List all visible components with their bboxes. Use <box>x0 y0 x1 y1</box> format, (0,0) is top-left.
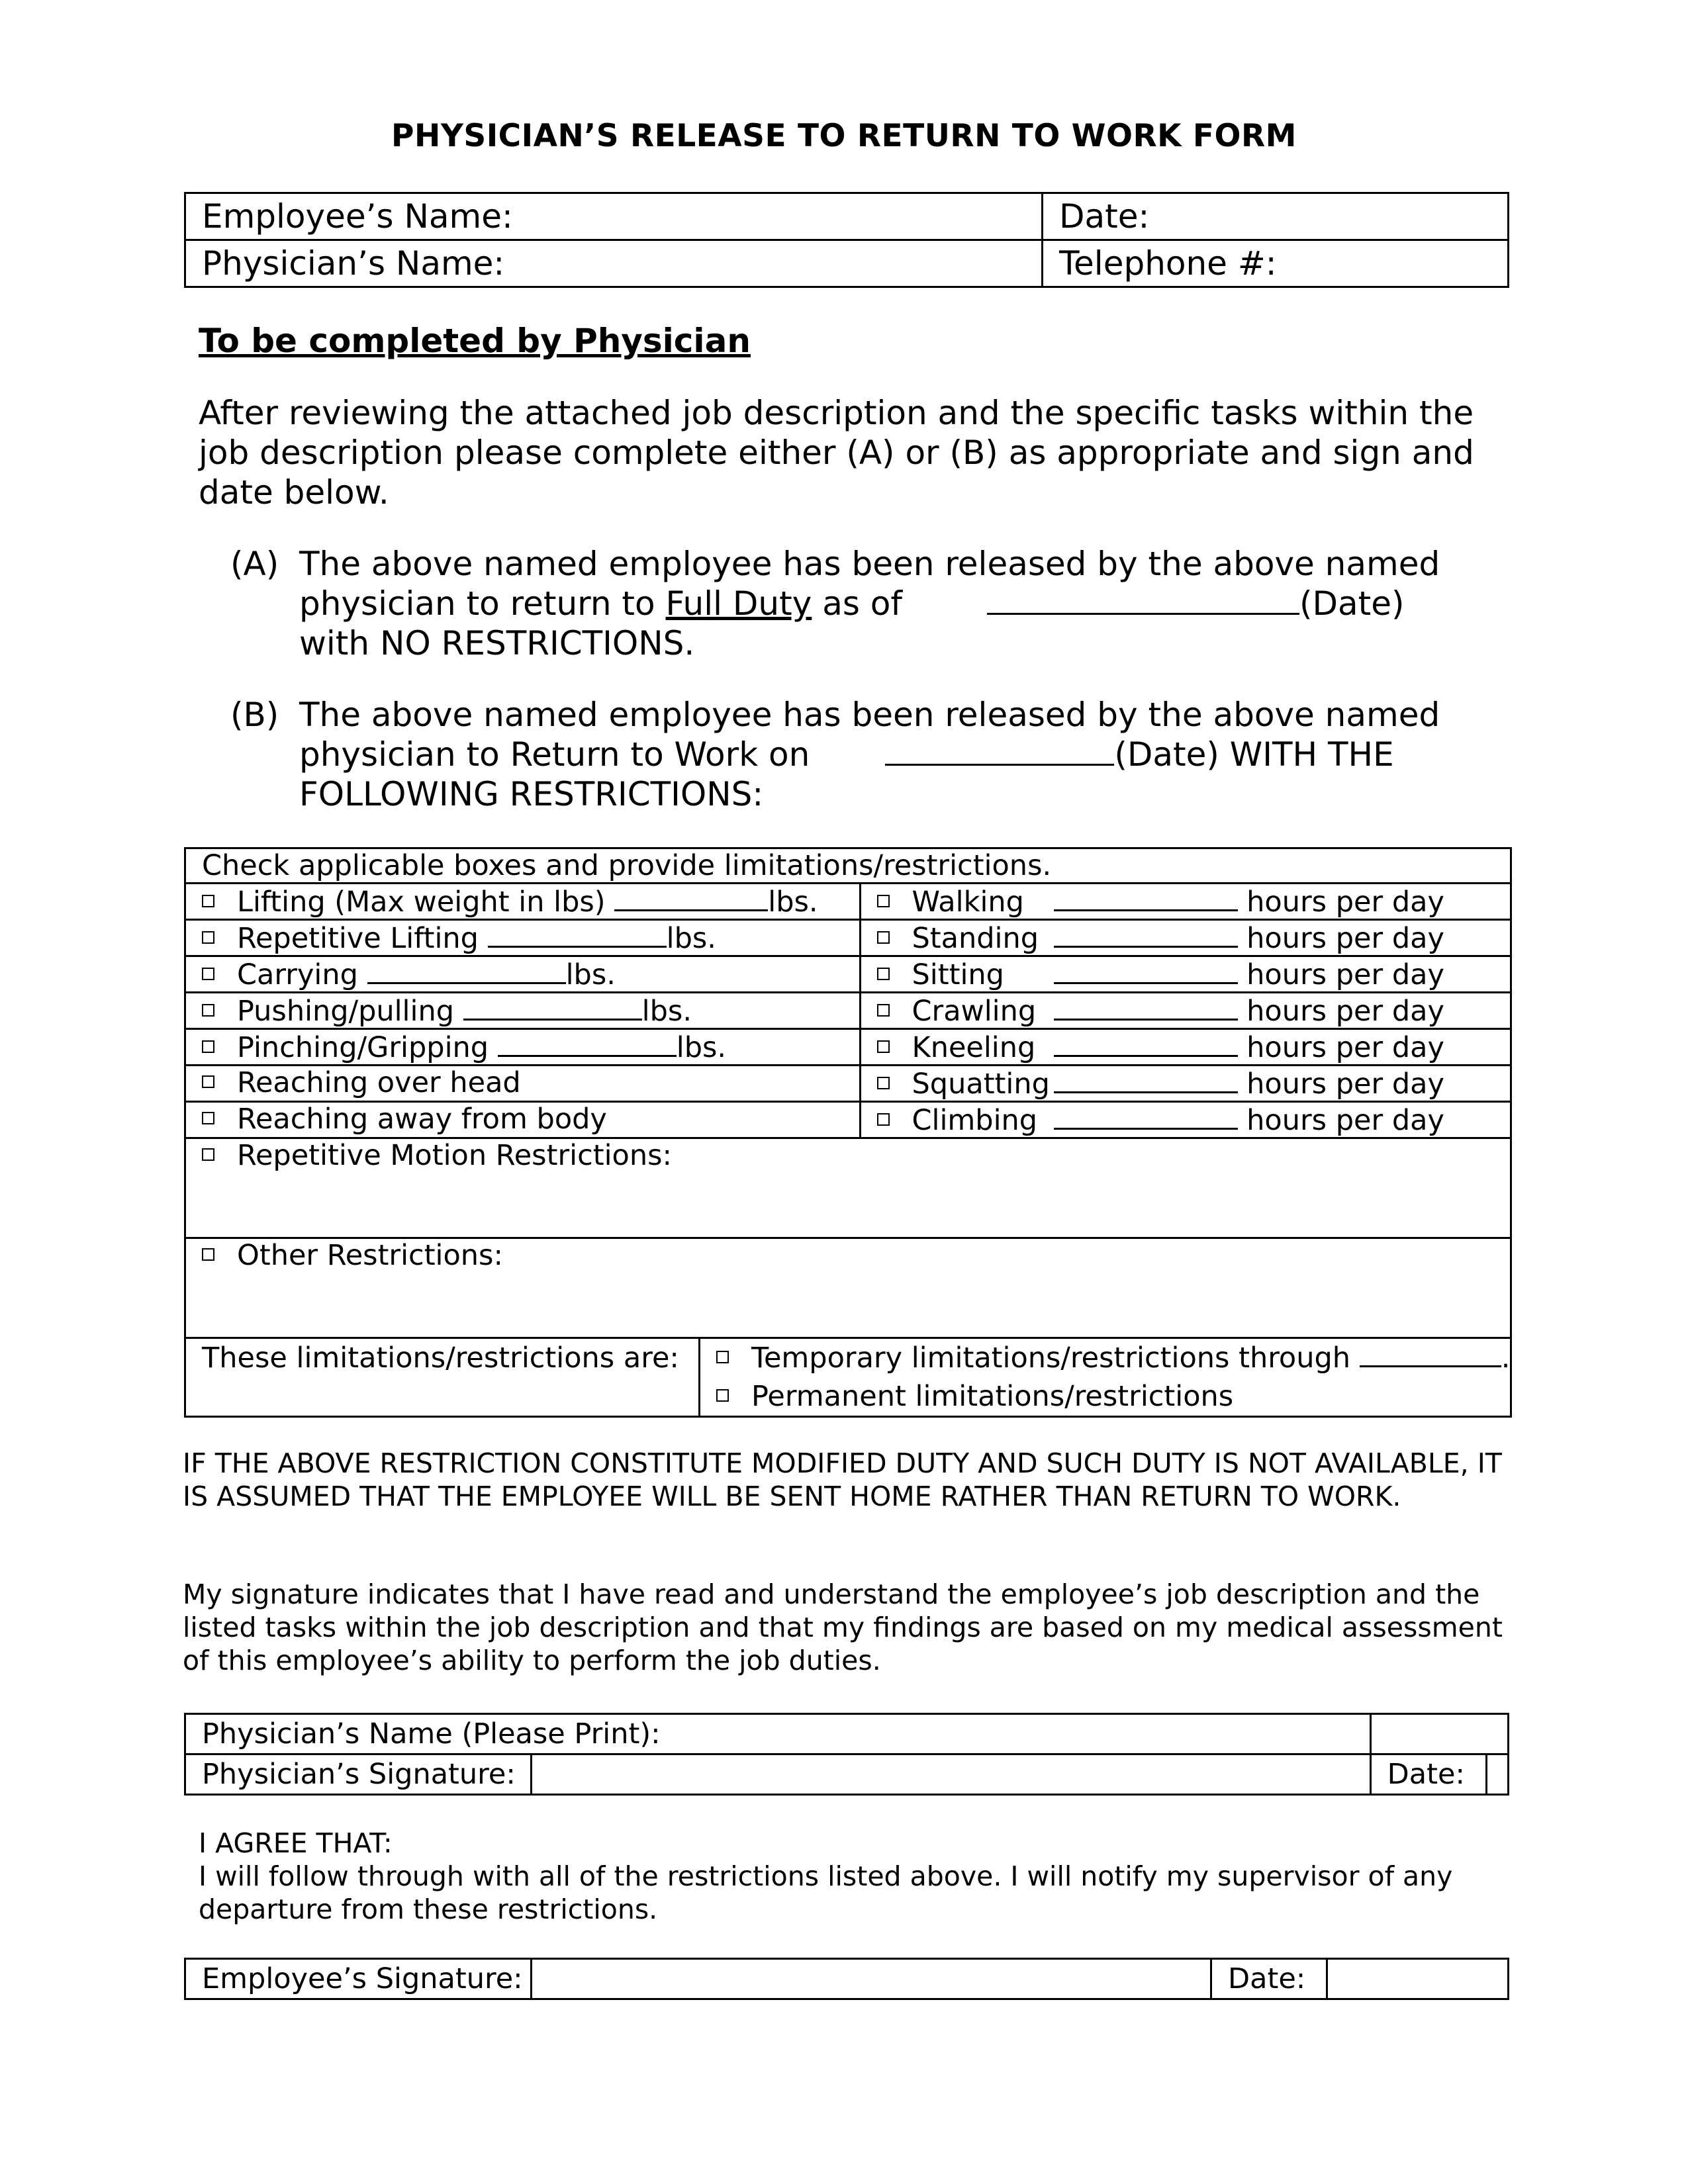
section-heading: To be completed by Physician <box>199 322 751 360</box>
checkbox-icon[interactable] <box>877 968 890 980</box>
option-a-text <box>299 544 1504 663</box>
permanent-option[interactable]: Permanent limitations/restrictions <box>716 1377 1510 1416</box>
employee-name-field[interactable] <box>185 193 1043 240</box>
physician-print-name-label: Physician’s Name (Please Print): <box>185 1714 1371 1754</box>
checkbox-icon[interactable] <box>716 1351 729 1363</box>
carrying-blank[interactable] <box>367 957 566 984</box>
restriction-lifting[interactable]: Lifting (Max weight in lbs) lbs. <box>185 884 861 920</box>
telephone-label: Telephone #: <box>1059 244 1277 283</box>
physician-print-name-field[interactable] <box>1370 1714 1508 1754</box>
duration-options <box>700 1338 1511 1417</box>
restriction-squatting[interactable]: Squatting hours per day <box>860 1066 1511 1102</box>
checkbox-icon[interactable] <box>202 1248 214 1261</box>
checkbox-icon[interactable] <box>877 1077 890 1089</box>
restriction-standing[interactable]: Standing hours per day <box>860 920 1511 956</box>
temporary-option[interactable]: Temporary limitations/restrictions through . <box>716 1339 1510 1377</box>
agreement-heading: I AGREE THAT: <box>199 1827 393 1859</box>
checkbox-icon[interactable] <box>202 1075 214 1088</box>
restriction-climbing[interactable]: Climbing hours per day <box>860 1102 1511 1138</box>
squatting-blank[interactable] <box>1054 1066 1238 1093</box>
restriction-carrying[interactable]: Carrying lbs. <box>185 956 861 993</box>
option-b-text <box>299 695 1504 814</box>
checkbox-icon[interactable] <box>877 1040 890 1053</box>
employee-date-label: Date: <box>1211 1959 1327 1999</box>
restriction-reaching-away[interactable]: Reaching away from body <box>185 1102 861 1138</box>
checkbox-icon[interactable] <box>877 895 890 907</box>
restriction-row <box>185 956 1511 993</box>
option-b-line2: physician to Return to Work on (Date) WITH THE <box>299 735 1394 774</box>
telephone-field[interactable] <box>1043 240 1509 287</box>
return-date-blank[interactable] <box>885 735 1114 766</box>
physician-date-label: Date: <box>1370 1754 1486 1795</box>
walking-blank[interactable] <box>1054 884 1238 911</box>
signature-statement: My signature indicates that I have read and understand the employee’s job description and the listed tasks within the job description and that my findings are based on my medical assessment of this employee’s ability to perform the job duties. <box>183 1578 1503 1676</box>
physician-signature-table <box>184 1713 1509 1796</box>
employee-signature-label: Employee’s Signature: <box>185 1959 532 1999</box>
option-b-line1: The above named employee has been released by the above named <box>299 696 1440 734</box>
agreement-text: I will follow through with all of the restrictions listed above. I will notify my supervisor of any departure from these restrictions. <box>199 1860 1453 1925</box>
restriction-pinching-gripping[interactable]: Pinching/Gripping lbs. <box>185 1029 861 1066</box>
full-duty-text: Full Duty <box>665 584 812 623</box>
physician-date-field[interactable] <box>1486 1754 1508 1795</box>
repetitive-motion-field[interactable]: Repetitive Motion Restrictions: <box>185 1138 1511 1238</box>
pushing-pulling-blank[interactable] <box>463 993 642 1021</box>
checkbox-icon[interactable] <box>202 895 214 907</box>
checkbox-icon[interactable] <box>202 1148 214 1161</box>
restriction-row <box>185 1029 1511 1066</box>
employee-info-table <box>184 192 1509 288</box>
intro-text: After reviewing the attached job description and the specific tasks within the job description please complete either (A) or (B) as appropriate and sign and date below. <box>199 394 1474 512</box>
climbing-blank[interactable] <box>1054 1103 1238 1130</box>
restriction-row <box>185 1066 1511 1102</box>
other-restrictions-field[interactable]: Other Restrictions: <box>185 1238 1511 1338</box>
employee-name-label: Employee’s Name: <box>202 197 513 236</box>
restriction-pushing-pulling[interactable]: Pushing/pulling lbs. <box>185 993 861 1029</box>
full-duty-date-blank[interactable] <box>987 584 1299 615</box>
option-a-date-label: (Date) <box>1299 584 1405 623</box>
checkbox-icon[interactable] <box>877 931 890 944</box>
physician-name-label: Physician’s Name: <box>202 244 505 283</box>
checkbox-icon[interactable] <box>202 968 214 980</box>
checkbox-icon[interactable] <box>202 1112 214 1124</box>
option-a-letter: (A) <box>230 545 279 583</box>
kneeling-blank[interactable] <box>1054 1030 1238 1057</box>
modified-duty-notice: IF THE ABOVE RESTRICTION CONSTITUTE MODIFIED DUTY AND SUCH DUTY IS NOT AVAILABLE, IT IS ASSUMED THAT THE EMPLOYEE WILL BE SENT HOME RATHER THAN RETURN TO WORK. <box>183 1447 1502 1512</box>
repetitive-lifting-blank[interactable] <box>488 921 667 948</box>
employee-date-field[interactable] <box>1327 1959 1509 1999</box>
checkbox-icon[interactable] <box>716 1389 729 1402</box>
crawling-blank[interactable] <box>1054 993 1238 1021</box>
restriction-sitting[interactable]: Sitting hours per day <box>860 956 1511 993</box>
physician-signature-label: Physician’s Signature: <box>185 1754 532 1795</box>
option-a-line1: The above named employee has been released by the above named <box>299 545 1440 583</box>
option-b-letter: (B) <box>230 696 279 734</box>
date-field[interactable] <box>1043 193 1509 240</box>
option-a-line2: physician to return to Full Duty as of (Date) <box>299 584 1405 623</box>
duration-label-cell: These limitations/restrictions are: <box>185 1338 700 1417</box>
restrictions-table <box>184 847 1512 1418</box>
option-a-line3: with NO RESTRICTIONS. <box>299 624 695 662</box>
restriction-crawling[interactable]: Crawling hours per day <box>860 993 1511 1029</box>
restriction-row <box>185 884 1511 920</box>
checkbox-icon[interactable] <box>202 931 214 944</box>
form-title: PHYSICIAN’S RELEASE TO RETURN TO WORK FORM <box>391 118 1297 154</box>
physician-name-field[interactable] <box>185 240 1043 287</box>
option-b-line3: FOLLOWING RESTRICTIONS: <box>299 775 764 813</box>
restriction-row <box>185 1102 1511 1138</box>
option-b-date-label: (Date) WITH THE <box>1114 735 1394 774</box>
checkbox-icon[interactable] <box>877 1113 890 1126</box>
pinching-gripping-blank[interactable] <box>498 1030 677 1057</box>
restrictions-header: Check applicable boxes and provide limitations/restrictions. <box>185 848 1511 884</box>
restriction-reaching-over-head[interactable]: Reaching over head <box>185 1066 861 1102</box>
lifting-blank[interactable] <box>614 884 768 911</box>
checkbox-icon[interactable] <box>202 1040 214 1053</box>
temporary-through-blank[interactable] <box>1360 1340 1501 1367</box>
checkbox-icon[interactable] <box>877 1004 890 1017</box>
restriction-row <box>185 993 1511 1029</box>
employee-signature-field[interactable] <box>532 1959 1211 1999</box>
restriction-kneeling[interactable]: Kneeling hours per day <box>860 1029 1511 1066</box>
restriction-repetitive-lifting[interactable]: Repetitive Lifting lbs. <box>185 920 861 956</box>
standing-blank[interactable] <box>1054 921 1238 948</box>
agreement-section <box>199 1827 1509 1926</box>
physician-signature-field[interactable] <box>532 1754 1371 1795</box>
employee-signature-table <box>184 1958 1509 2000</box>
restriction-walking[interactable]: Walking hours per day <box>860 884 1511 920</box>
sitting-blank[interactable] <box>1054 957 1238 984</box>
restriction-row <box>185 920 1511 956</box>
checkbox-icon[interactable] <box>202 1004 214 1017</box>
date-label: Date: <box>1059 197 1150 236</box>
